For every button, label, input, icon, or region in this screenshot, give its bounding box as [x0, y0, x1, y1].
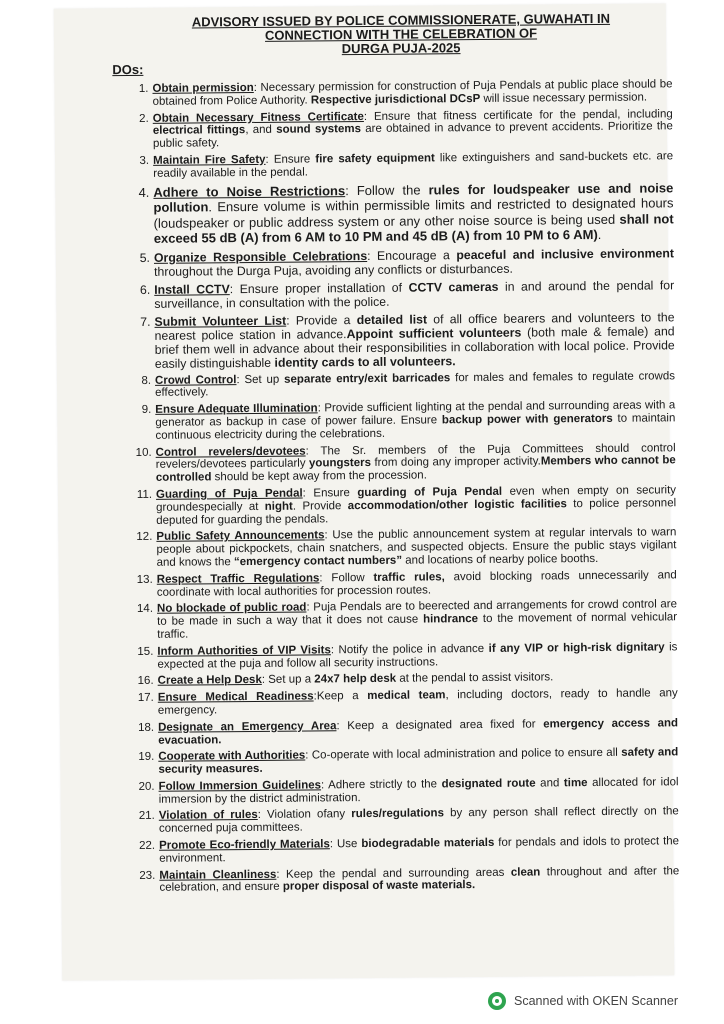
item-number: 16.: [137, 675, 154, 688]
item-number: 8.: [141, 374, 152, 387]
advisory-item: [114, 278, 674, 311]
item-heading: Install CCTV: [154, 281, 230, 297]
advisory-item: [115, 399, 675, 442]
item-heading: Designate an Emergency Area: [157, 719, 337, 734]
item-heading: Ensure Adequate Illumination: [155, 402, 318, 416]
title-line-3: DURGA PUJA-2025: [341, 40, 461, 57]
advisory-item: [117, 599, 677, 642]
item-number: 19.: [138, 751, 155, 764]
advisory-item: [119, 806, 679, 836]
item-heading: Maintain Fire Safety: [153, 153, 266, 167]
advisory-title: [130, 11, 672, 58]
advisory-item: [118, 671, 678, 689]
item-number: 15.: [137, 645, 154, 658]
item-heading: Violation of rules: [158, 809, 258, 823]
item-body: : Puja Pendals are to beerected and arrangements for crowd control are to be made in such a way that it does not cause hindrance to the movement of normal vehicular traffic.: [157, 598, 678, 641]
advisory-item: [119, 865, 679, 895]
advisory-item: [114, 310, 674, 371]
item-number: 4.: [138, 184, 150, 200]
item-heading: Respect Traffic Regulations: [156, 572, 320, 586]
item-heading: Control revelers/devotees: [155, 445, 306, 459]
dos-heading: DOs:: [112, 61, 144, 78]
dos-list: [112, 78, 679, 895]
scanner-watermark-text: Scanned with OKEN Scanner: [514, 994, 678, 1008]
item-number: 11.: [136, 488, 153, 501]
title-line-1: ADVISORY ISSUED BY POLICE COMMISSIONERATE, GUWAHATI IN: [191, 10, 611, 30]
advisory-item: [118, 687, 678, 717]
item-body: : Ensure fire safety equipment like extinguishers and sand-buckets etc. are readily available in the pendal.: [153, 150, 674, 180]
item-heading: Inform Authorities of VIP Visits: [157, 644, 331, 658]
item-body: : Set up a 24x7 help desk at the pendal to assist visitors.: [261, 671, 554, 687]
advisory-item: [116, 527, 676, 570]
item-number: 21.: [138, 810, 155, 823]
item-number: 17.: [137, 691, 154, 705]
item-body: : Provide sufficient lighting at the pendal and surrounding areas with a generator as backup in case of power failure. Ensure backup power with generators to maintain continuous electricity during the celebrations.: [155, 399, 676, 442]
advisory-item: [119, 776, 679, 806]
item-number: 10.: [135, 446, 152, 459]
advisory-item: [119, 835, 679, 865]
item-heading: Create a Help Desk: [157, 674, 262, 688]
item-body: : Encourage a peaceful and inclusive environment throughout the Durga Puja, avoiding any conflicts or disturbances.: [154, 245, 674, 279]
item-heading: Obtain Necessary Fitness Certificate: [152, 110, 364, 125]
item-number: 22.: [139, 839, 156, 853]
advisory-item: [114, 246, 674, 279]
advisory-item: [113, 150, 673, 180]
advisory-item: [113, 108, 673, 151]
item-body: : Follow traffic rules, avoid blocking roads unnecessarily and coordinate with local authorities for procession routes.: [156, 569, 677, 599]
item-body: : Adhere strictly to the designated route and time allocated for idol immersion by the district administration.: [158, 776, 679, 806]
advisory-item: [118, 747, 678, 777]
item-body: : Notify the police in advance if any VIP or high-risk dignitary is expected at the puja and follow all security instructions.: [157, 640, 678, 671]
advisory-item: [117, 641, 677, 671]
item-body: : Keep the pendal and surrounding areas clean throughout and after the celebration, and ensure proper disposal of waste materials.: [159, 864, 680, 895]
item-number: 18.: [137, 721, 155, 734]
title-line-2: CONNECTION WITH THE CELEBRATION OF: [264, 25, 538, 43]
item-body: : Follow the rules for loudspeaker use and noise pollution. Ensure volume is within permissible limits and restricted to designated hours (loudspeaker or public address system or any other noise source is being used shall not exceed 55 dB (A) from 6 AM to 10 PM and 45 dB (A) from 10 PM to 6 AM).: [153, 179, 674, 246]
item-body: : The Sr. members of the Puja Committees should control revelers/devotees particularly youngsters from doing any improper activity.Members who cannot be controlled should be kept away from the procession.: [155, 441, 676, 484]
item-number: 14.: [136, 603, 154, 616]
advisory-item: [118, 717, 678, 747]
item-body: : Set up separate entry/exit barricades for males and females to regulate crowds effectively.: [155, 369, 676, 400]
item-heading: Obtain permission: [152, 81, 254, 95]
item-number: 12.: [136, 531, 153, 544]
item-body: : Necessary permission for construction of Puja Pendals at public place should be obtained from Police Authority. Respective jurisdictional DCsP will issue necessary permission.: [152, 78, 673, 108]
item-heading: Maintain Cleanliness: [159, 868, 277, 882]
item-heading: Submit Volunteer List: [154, 313, 287, 329]
item-number: 1.: [138, 82, 149, 95]
document-content: [112, 7, 680, 899]
item-number: 20.: [138, 780, 155, 793]
item-body: : Ensure that fitness certificate for the pendal, including electrical fittings, and sound systems are obtained in advance to prevent accidents. Prioritize the public safety.: [152, 107, 673, 151]
advisory-item: [115, 370, 675, 400]
item-number: 23.: [139, 869, 156, 882]
item-heading: Promote Eco-friendly Materials: [159, 838, 330, 852]
advisory-item: [112, 78, 672, 108]
advisory-item: [113, 180, 674, 247]
oken-scanner-logo-icon: [488, 992, 506, 1010]
item-body: : Co-operate with local administration and police to ensure all safety and security measures.: [158, 746, 679, 776]
advisory-item: [117, 569, 677, 599]
item-body: : Ensure guarding of Puja Pendal even when empty on security groundespecially at night. Provide accommodation/other logistic facilities to police personnel deputed for guarding the pendals.: [156, 484, 677, 527]
item-heading: Guarding of Puja Pendal: [155, 487, 303, 501]
item-body: : Use biodegradable materials for pendals and idols to protect the environment.: [159, 835, 680, 865]
item-body: : Provide a detailed list of all office bearers and volunteers to the nearest police station in advance.Appoint sufficient volunteers (both male & female) and brief them well in advance about their responsibilities in collaboration with local police. Provide easily distinguishable identity cards to all volunteers.: [154, 309, 675, 371]
item-body: :Keep a medical team, including doctors, ready to handle any emergency.: [157, 687, 678, 717]
item-number: 3.: [139, 154, 150, 167]
item-body: : Keep a designated area fixed for emergency access and evacuation.: [158, 716, 679, 747]
item-body: : Use the public announcement system at regular intervals to warn people about pickpockets, chain snatchers, and suspected objects. Ensure the public stays vigilant and knows the “emergency contact numbers” and locations of nearby police booths.: [156, 526, 677, 569]
item-number: 9.: [141, 404, 152, 417]
item-body: : Violation ofany rules/regulations by any person shall reflect directly on the concerned puja committees.: [158, 805, 679, 836]
item-heading: Cooperate with Authorities: [158, 749, 306, 764]
item-number: 7.: [140, 314, 151, 329]
item-number: 13.: [136, 573, 153, 586]
scanner-watermark: [488, 992, 678, 1010]
item-heading: Public Safety Announcements: [156, 529, 325, 544]
advisory-item: [116, 442, 676, 485]
advisory-item: [116, 484, 676, 527]
scanned-document-page: [54, 3, 680, 980]
item-body: : Ensure proper installation of CCTV cameras in and around the pendal for surveillance, in consultation with the police.: [154, 277, 675, 311]
item-heading: Adhere to Noise Restrictions: [153, 182, 346, 200]
item-heading: Crowd Control: [154, 373, 237, 387]
item-number: 6.: [139, 282, 151, 297]
item-heading: Follow Immersion Guidelines: [158, 779, 322, 793]
item-number: 5.: [139, 250, 151, 265]
item-number: 2.: [139, 112, 149, 125]
item-heading: Organize Responsible Celebrations: [153, 248, 368, 265]
item-heading: Ensure Medical Readiness: [157, 690, 314, 704]
item-heading: No blockade of public road: [156, 601, 307, 616]
